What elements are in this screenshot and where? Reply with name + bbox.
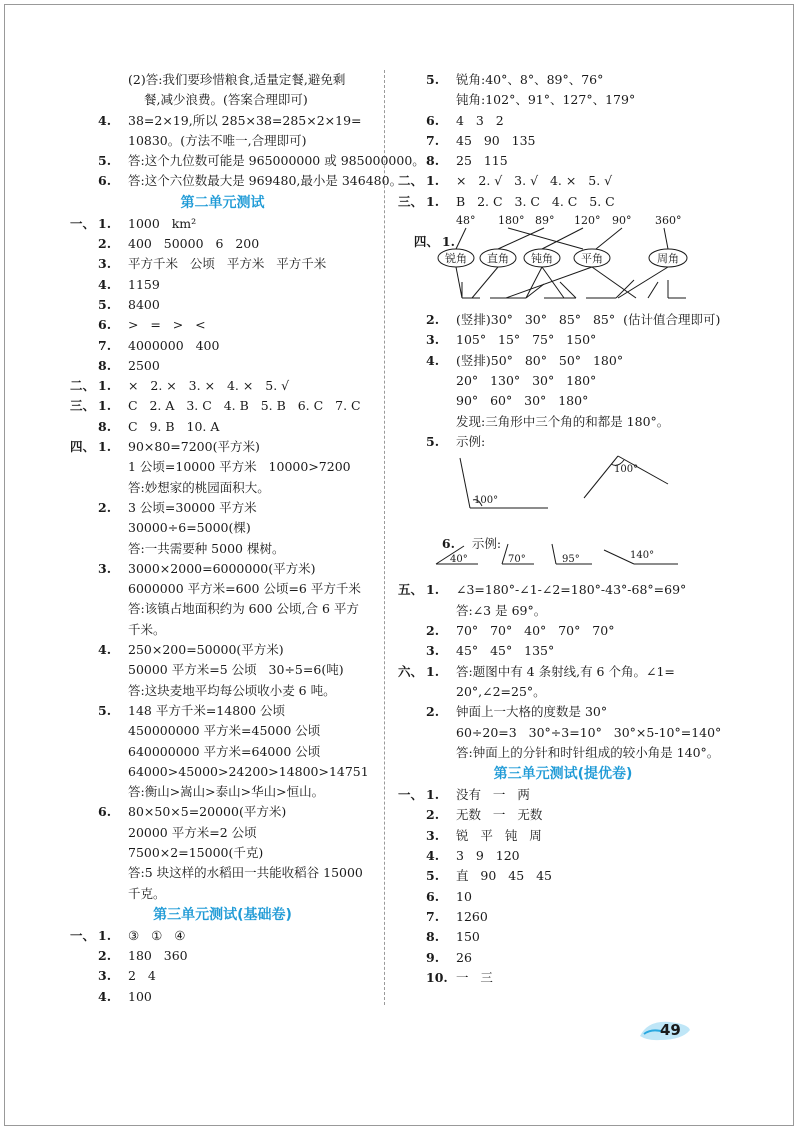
- answer-text: 答:∠3 是 69°。: [456, 602, 547, 618]
- item-number: 4.: [426, 352, 440, 368]
- answer-line: [70, 90, 375, 110]
- answer-line: [398, 330, 728, 350]
- answer-line: [70, 131, 375, 151]
- answer-text: 1159: [128, 276, 160, 292]
- answer-text: 4 3 2: [456, 112, 504, 128]
- answer-text: 3 公顷=30000 平方米: [128, 499, 257, 515]
- answer-line: [398, 805, 728, 825]
- item-number: 2.: [98, 948, 112, 964]
- answer-line: [398, 171, 728, 191]
- angle-value: 48°: [456, 214, 476, 228]
- angle-type-label: 锐角: [445, 252, 467, 266]
- answer-text: 3 9 120: [456, 848, 520, 864]
- answer-line: [70, 660, 375, 680]
- item-number: 5.: [426, 868, 440, 884]
- answer-text: 90° 60° 30° 180°: [456, 393, 589, 409]
- answer-line: [398, 907, 728, 927]
- answer-text: 45 90 135: [456, 132, 536, 148]
- answer-text: 640000000 平方米=64000 公顷: [128, 743, 321, 759]
- section-label: 六、: [398, 663, 424, 679]
- item-number: 1.: [426, 787, 440, 803]
- angle-type-label: 钝角: [531, 252, 553, 266]
- item-number: 4.: [426, 848, 440, 864]
- item-number: 1.: [98, 378, 112, 394]
- answer-line: [398, 192, 728, 212]
- answer-text: 1 公顷=10000 平方米 10000>7200: [128, 459, 351, 475]
- answer-text: 60÷20=3 30°÷3=10° 30°×5-10°=140°: [456, 724, 722, 740]
- answer-text: 答:5 块这样的水稻田一共能收稻谷 15000: [128, 865, 363, 881]
- item-number: 6.: [426, 112, 440, 128]
- section-label: 一、: [70, 215, 96, 231]
- answer-line: [398, 90, 728, 110]
- answer-text: B 2. C 3. C 4. C 5. C: [456, 193, 615, 209]
- answer-text: C 9. B 10. A: [128, 418, 220, 434]
- column-divider: [384, 70, 385, 1005]
- answer-line: [398, 662, 728, 682]
- right-column: [398, 70, 728, 988]
- answer-line: [70, 111, 375, 131]
- item-number: 8.: [98, 357, 112, 373]
- section-heading: 第二单元测试: [180, 194, 265, 211]
- section-heading: 第三单元测试(提优卷): [493, 766, 633, 783]
- section-label: 二、: [398, 173, 424, 189]
- answer-text: 2 4: [128, 968, 156, 984]
- answer-line: [398, 151, 728, 171]
- angle-label: 100°: [474, 495, 499, 507]
- section-label: 四、: [70, 439, 96, 455]
- item-number: 4.: [98, 642, 112, 658]
- answer-text: 7500×2=15000(千克): [128, 844, 264, 860]
- answer-line: [398, 968, 728, 988]
- item-number: 8.: [426, 929, 440, 945]
- item-number: 2.: [98, 236, 112, 252]
- answer-text: 20°,∠2=25°。: [456, 683, 546, 699]
- answer-text: 答:妙想家的桃园面积大。: [128, 479, 270, 495]
- answer-line: [70, 802, 375, 822]
- item-number: 1.: [98, 927, 112, 943]
- section-label: 一、: [398, 787, 424, 803]
- answer-text: (2)答:我们要珍惜粮食,适量定餐,避免剩: [128, 72, 346, 87]
- answer-text: 2500: [128, 357, 160, 373]
- item-number: 1.: [98, 439, 112, 455]
- answer-line: [398, 580, 728, 600]
- answer-text: (竖排)30° 30° 85° 85° (估计值合理即可): [456, 312, 721, 328]
- item-number: 4.: [98, 112, 112, 128]
- answer-text: 锐 平 钝 周: [456, 827, 542, 843]
- angle-label: 100°: [614, 464, 639, 476]
- matching-question: [398, 212, 728, 310]
- answer-line: [70, 356, 375, 376]
- item-number: 5.: [98, 153, 112, 169]
- example5-diagram: [398, 452, 728, 514]
- answer-text: × 2. × 3. × 4. × 5. √: [128, 378, 290, 394]
- answer-text: 64000>45000>24200>14800>14751: [128, 763, 369, 779]
- question-line: [398, 514, 728, 552]
- answer-text: 示例:: [456, 433, 486, 449]
- answer-text: ③ ① ④: [128, 927, 186, 943]
- answer-line: [70, 762, 375, 782]
- answer-text: 105° 15° 75° 150°: [456, 332, 597, 348]
- answer-line: [398, 785, 728, 805]
- answer-line: [70, 336, 375, 356]
- answer-line: [70, 214, 375, 234]
- section-label: 三、: [70, 398, 96, 414]
- answer-text: 20000 平方米=2 公顷: [128, 824, 257, 840]
- answer-text: 答:这个六位数最大是 969480,最小是 346480。: [128, 173, 403, 189]
- answer-text: 180 360: [128, 948, 188, 964]
- answer-text: 50000 平方米=5 公顷 30÷5=6(吨): [128, 662, 344, 678]
- answer-text: 餐,减少浪费。(答案合理即可): [144, 92, 308, 108]
- answer-line: [70, 376, 375, 396]
- answer-text: 450000000 平方米=45000 公顷: [128, 723, 321, 739]
- answer-text: 直 90 45 45: [456, 868, 552, 884]
- answer-text: 148 平方千米=14800 公顷: [128, 702, 286, 718]
- answer-line: [70, 457, 375, 477]
- answer-line: [70, 70, 375, 90]
- answer-text: 1260: [456, 908, 488, 924]
- answer-line: [70, 539, 375, 559]
- item-number: 2.: [426, 312, 440, 328]
- answer-line: [398, 846, 728, 866]
- item-number: 4.: [98, 276, 112, 292]
- item-number: 7.: [426, 132, 440, 148]
- answer-line: [398, 723, 728, 743]
- answer-text: 6000000 平方米=600 公顷=6 平方千米: [128, 581, 361, 597]
- answer-line: [70, 620, 375, 640]
- answer-text: 8400: [128, 296, 160, 312]
- page-number-badge: [634, 1014, 694, 1044]
- item-number: 1.: [426, 663, 440, 679]
- answer-line: [70, 579, 375, 599]
- answer-line: [398, 641, 728, 661]
- item-number: 3.: [426, 332, 440, 348]
- answer-line: [70, 275, 375, 295]
- answer-line: [70, 721, 375, 741]
- answer-line: [70, 640, 375, 660]
- angle-value: 180°: [498, 214, 525, 228]
- item-number: 4.: [98, 988, 112, 1004]
- answer-text: 没有 一 两: [456, 787, 530, 803]
- section-label: 五、: [398, 582, 424, 598]
- answer-text: 钟面上一大格的度数是 30°: [456, 704, 608, 720]
- answer-text: 发现:三角形中三个角的和都是 180°。: [456, 413, 670, 429]
- item-number: 1.: [426, 582, 440, 598]
- item-number: 7.: [426, 908, 440, 924]
- answer-line: [70, 966, 375, 986]
- item-number: 3.: [98, 256, 112, 272]
- item-number: 5.: [98, 702, 112, 718]
- answer-text: 250×200=50000(平方米): [128, 642, 284, 658]
- answer-line: [398, 866, 728, 886]
- item-number: 7.: [98, 337, 112, 353]
- answer-line: [70, 315, 375, 335]
- item-number: 1.: [426, 193, 440, 209]
- answer-line: [398, 351, 728, 371]
- item-number: 8.: [426, 153, 440, 169]
- answer-text: 钝角:102°、91°、127°、179°: [456, 92, 636, 108]
- item-number: 6.: [98, 317, 112, 333]
- answer-text: 80×50×5=20000(平方米): [128, 804, 287, 820]
- section-label: 二、: [70, 378, 96, 394]
- item-number: 1.: [441, 234, 455, 250]
- item-number: 6.: [98, 804, 112, 820]
- answer-text: 30000÷6=5000(棵): [128, 520, 251, 536]
- answer-text: 1000 km²: [128, 215, 197, 231]
- answer-line: [70, 417, 375, 437]
- answer-line: [398, 432, 728, 452]
- answer-line: [70, 478, 375, 498]
- answer-line: [398, 310, 728, 330]
- item-number: 9.: [426, 949, 440, 965]
- answer-text: 答:该镇占地面积约为 600 公顷,合 6 平方: [128, 601, 359, 617]
- angle-value: 90°: [612, 214, 632, 228]
- answer-line: [70, 151, 425, 171]
- answer-text: 答:这个九位数可能是 965000000 或 985000000。: [128, 153, 425, 169]
- item-number: 6.: [441, 536, 455, 552]
- item-number: 6.: [98, 173, 112, 189]
- answer-line: [70, 254, 375, 274]
- answer-text: 无数 一 无数: [456, 807, 543, 823]
- angle-type-label: 平角: [581, 252, 603, 266]
- answer-line: [398, 887, 728, 907]
- answer-line: [398, 621, 728, 641]
- item-number: 1.: [426, 173, 440, 189]
- answer-line: [398, 601, 728, 621]
- item-number: 2.: [426, 704, 440, 720]
- answer-text: 400 50000 6 200: [128, 236, 260, 252]
- answer-text: 45° 45° 135°: [456, 643, 555, 659]
- answer-text: 一 三: [456, 969, 493, 985]
- item-number: 3.: [426, 643, 440, 659]
- answer-text: 答:衡山>嵩山>泰山>华山>恒山。: [128, 784, 325, 800]
- item-number: 5.: [98, 296, 112, 312]
- page-number: 49: [660, 1021, 681, 1039]
- answer-line: [70, 884, 375, 904]
- answer-line: [70, 987, 375, 1007]
- answer-text: 答:题图中有 4 条射线,有 6 个角。∠1=: [456, 663, 675, 679]
- item-number: 2.: [98, 499, 112, 515]
- answer-line: [70, 701, 375, 721]
- angle-value: 360°: [655, 214, 682, 228]
- answer-text: 70° 70° 40° 70° 70°: [456, 623, 615, 639]
- answer-text: ∠3=180°-∠1-∠2=180°-43°-68°=69°: [456, 582, 687, 598]
- answer-line: [70, 742, 375, 762]
- answer-line: [70, 823, 375, 843]
- answer-line: [398, 371, 728, 391]
- answer-line: [70, 599, 375, 619]
- item-number: 2.: [426, 623, 440, 639]
- item-number: 10.: [426, 969, 448, 985]
- left-column: [70, 70, 425, 1007]
- answer-line: [70, 171, 403, 191]
- answer-text: 10: [456, 888, 472, 904]
- answer-text: 4000000 400: [128, 337, 220, 353]
- answer-text: 平方千米 公顷 平方米 平方千米: [128, 256, 327, 272]
- answer-line: [70, 396, 375, 416]
- answer-text: 示例:: [471, 536, 502, 552]
- answer-line: [398, 111, 728, 131]
- answer-line: [70, 559, 375, 579]
- answer-text: 26: [456, 949, 472, 965]
- answer-line: [70, 926, 375, 946]
- answer-line: [70, 295, 375, 315]
- answer-line: [70, 863, 375, 883]
- angle-value: 89°: [535, 214, 555, 228]
- answer-text: 25 115: [456, 153, 508, 169]
- answer-line: [398, 391, 728, 411]
- answer-line: [398, 131, 728, 151]
- answer-text: 千克。: [128, 885, 166, 901]
- answer-line: [70, 498, 375, 518]
- answer-line: [398, 70, 728, 90]
- item-number: 2.: [426, 807, 440, 823]
- answer-line: [70, 782, 375, 802]
- item-number: 1.: [98, 398, 112, 414]
- answer-text: 答:一共需要种 5000 棵树。: [128, 540, 285, 556]
- item-number: 6.: [426, 888, 440, 904]
- section-label: 四、: [413, 234, 439, 250]
- angle-label: 70°: [508, 554, 526, 566]
- answer-line: [398, 948, 728, 968]
- answer-line: [70, 518, 375, 538]
- answer-line: [398, 412, 728, 432]
- angle-type-label: 直角: [487, 252, 509, 266]
- item-number: 3.: [98, 968, 112, 984]
- item-number: 5.: [426, 433, 440, 449]
- answer-text: 锐角:40°、8°、89°、76°: [456, 72, 604, 87]
- section-heading: 第三单元测试(基础卷): [153, 906, 292, 923]
- section-label: 一、: [70, 927, 96, 943]
- answer-text: C 2. A 3. C 4. B 5. B 6. C 7. C: [128, 398, 361, 414]
- answer-line: [398, 682, 728, 702]
- answer-line: [70, 681, 375, 701]
- answer-line: [398, 702, 728, 722]
- answer-text: × 2. √ 3. √ 4. × 5. √: [456, 173, 613, 189]
- answer-line: [70, 946, 375, 966]
- answer-line: [398, 826, 728, 846]
- item-number: 1.: [98, 215, 112, 231]
- angle-label: 140°: [630, 550, 655, 562]
- item-number: 8.: [98, 418, 112, 434]
- angle-type-label: 周角: [657, 252, 679, 266]
- angle-value: 120°: [574, 214, 601, 228]
- answer-text: 答:这块麦地平均每公顷收小麦 6 吨。: [128, 682, 336, 698]
- answer-line: [70, 234, 375, 254]
- answer-text: 150: [456, 929, 480, 945]
- answer-text: 千米。: [128, 621, 166, 637]
- item-number: 3.: [426, 827, 440, 843]
- answer-line: [70, 843, 375, 863]
- answer-text: 3000×2000=6000000(平方米): [128, 560, 316, 576]
- answer-text: 100: [128, 988, 152, 1004]
- item-number: 3.: [98, 560, 112, 576]
- answer-text: (竖排)50° 80° 50° 180°: [456, 352, 624, 368]
- angle-label: 40°: [450, 554, 468, 566]
- answer-text: 90×80=7200(平方米): [128, 439, 260, 455]
- answer-text: > = > <: [128, 317, 206, 333]
- section-label: 三、: [398, 193, 424, 209]
- answer-line: [70, 437, 375, 457]
- answer-text: 答:钟面上的分针和时针组成的较小角是 140°。: [456, 744, 720, 760]
- item-number: 5.: [426, 72, 440, 87]
- answer-line: [398, 743, 728, 763]
- answer-text: 10830。(方法不唯一,合理即可): [128, 132, 307, 148]
- example6-diagram: [398, 534, 728, 570]
- answer-text: 38=2×19,所以 285×38=285×2×19=: [128, 112, 362, 128]
- angle-label: 95°: [562, 554, 580, 566]
- answer-text: 20° 130° 30° 180°: [456, 372, 597, 388]
- angle-matching-diagram: [436, 212, 728, 310]
- answer-line: [398, 927, 728, 947]
